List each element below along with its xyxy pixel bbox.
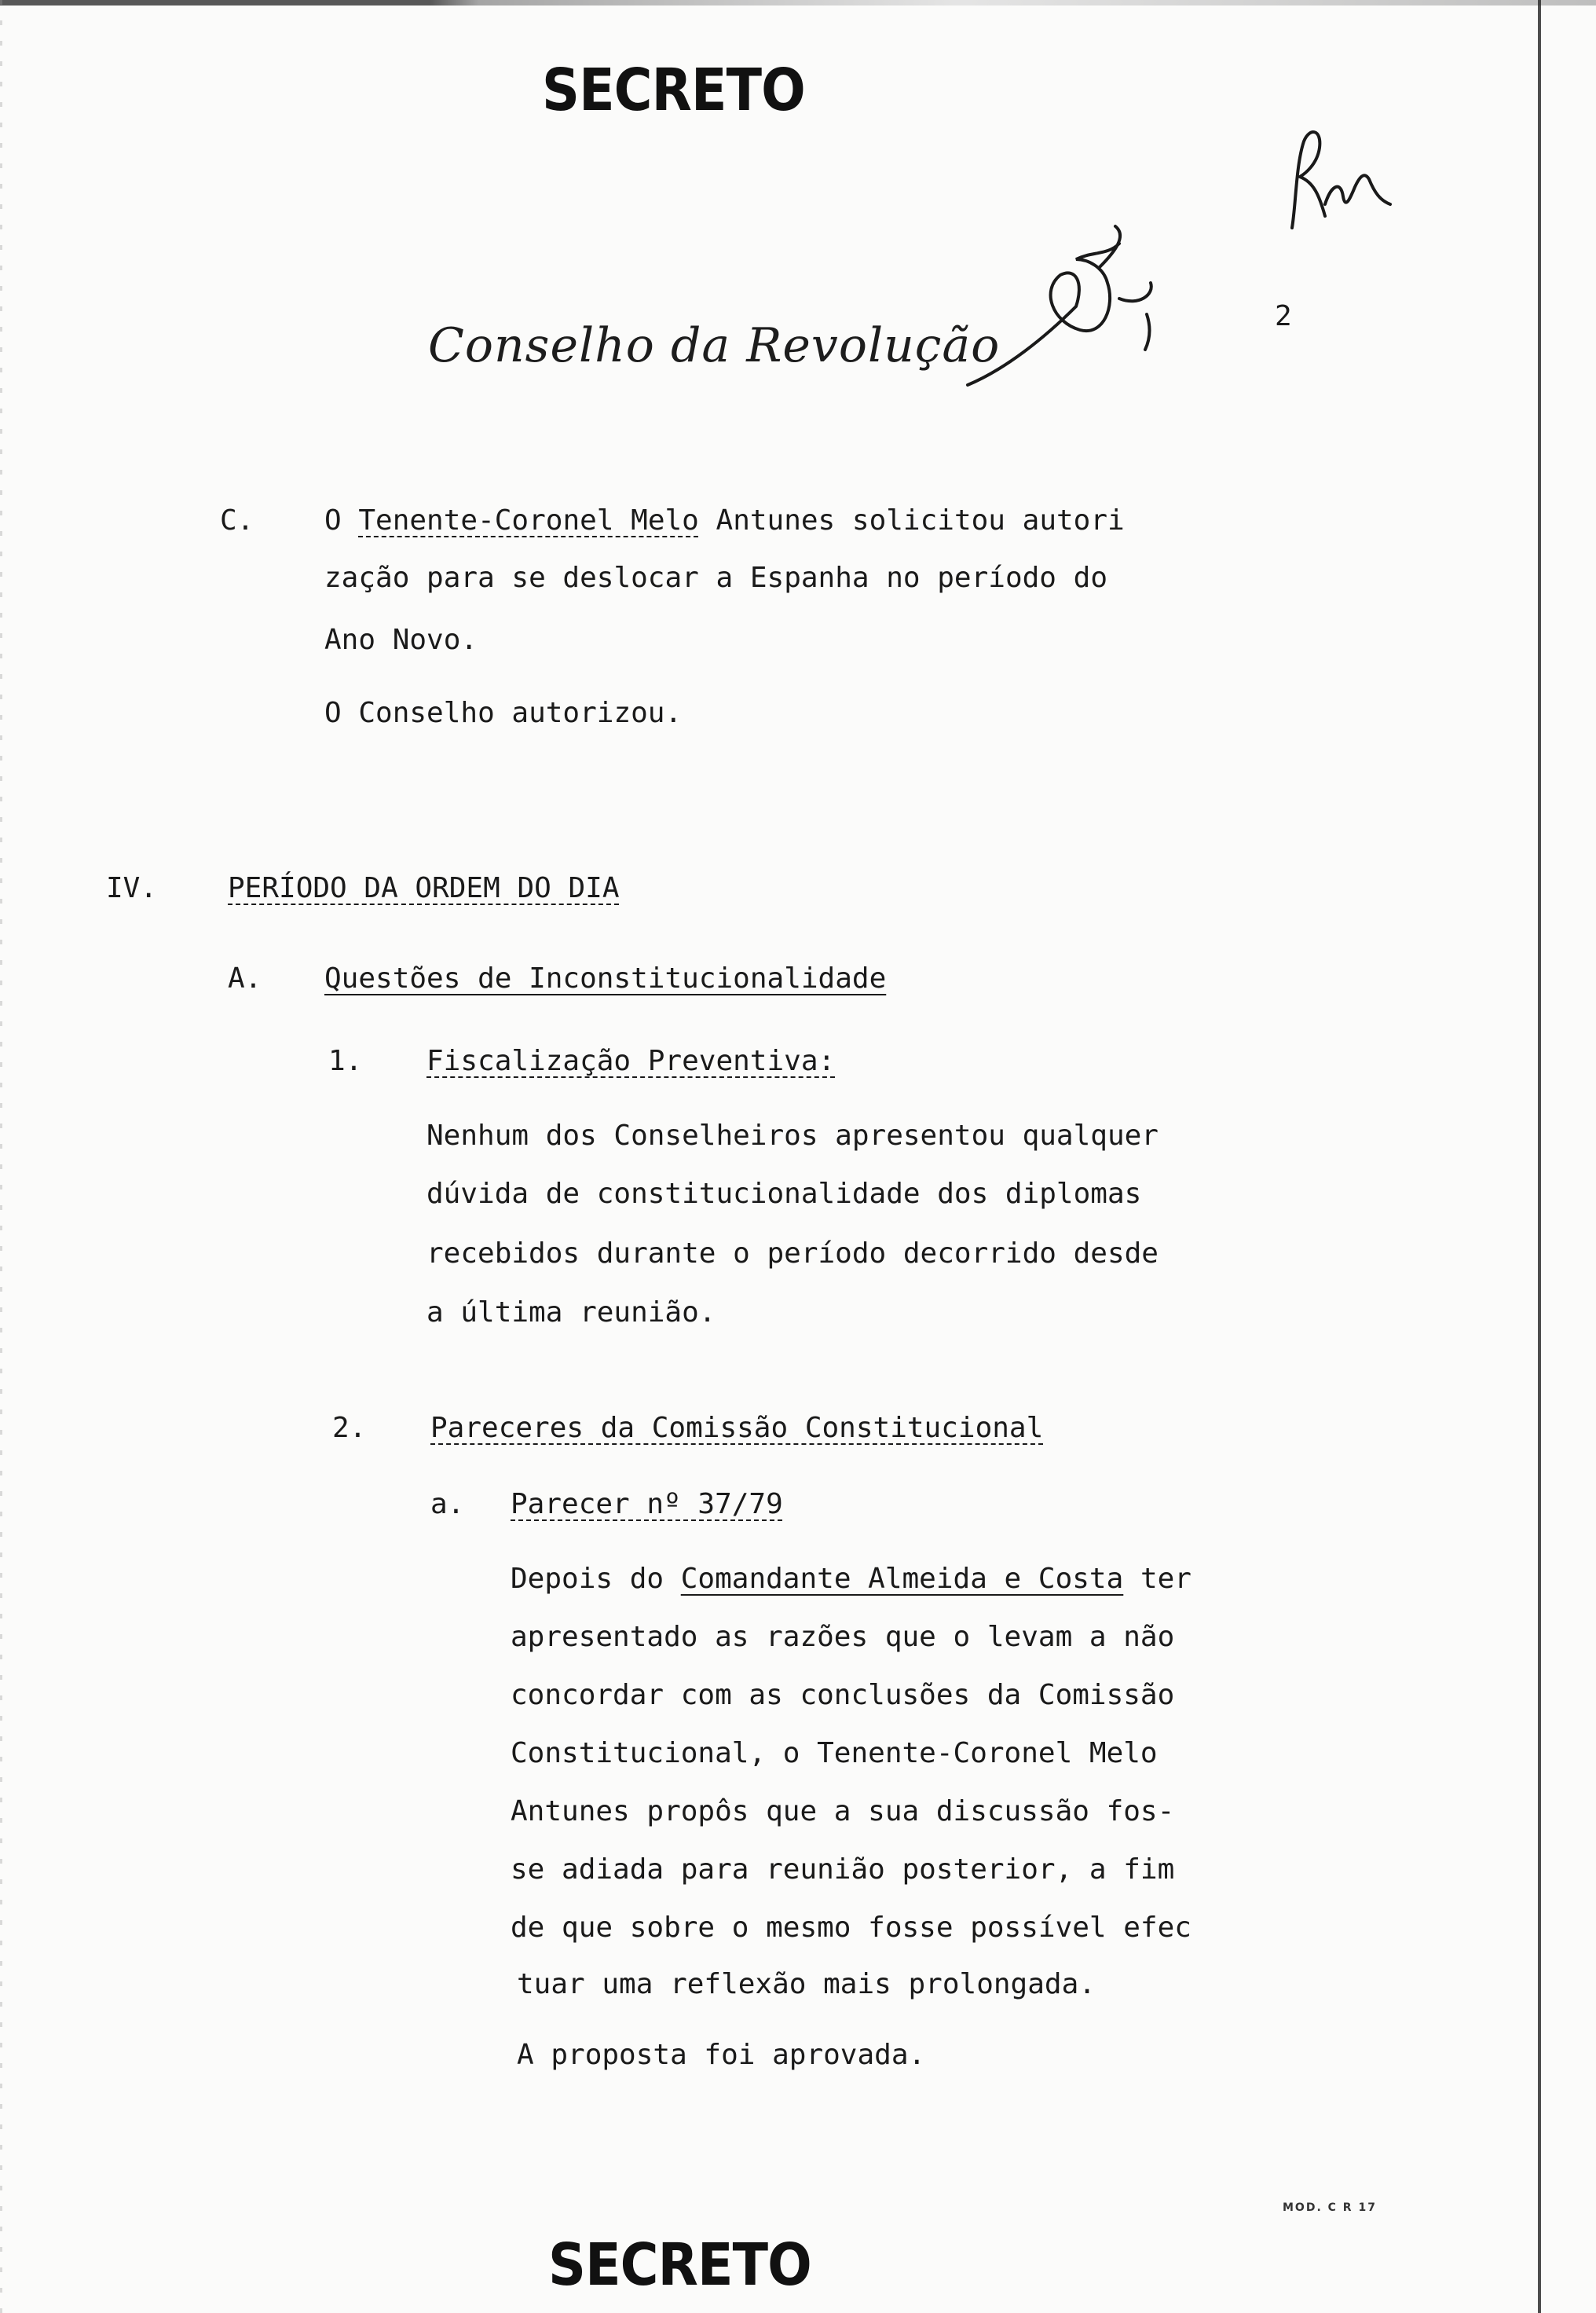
person-name-almeida-costa: Comandante Almeida e Costa [680, 1563, 1124, 1595]
classification-stamp-top: SECRETO [542, 57, 805, 124]
left-edge-marks [0, 0, 2, 2313]
item-2-heading: Pareceres da Comissão Constitucional [430, 1412, 1044, 1444]
item-2a-line-7: de que sobre o mesmo fosse possível efec [511, 1912, 1192, 1944]
item-2a-line-1: Depois do Comandante Almeida e Costa ter [511, 1563, 1192, 1595]
right-edge-rule [1538, 0, 1541, 2313]
section-iv-heading: PERÍODO DA ORDEM DO DIA [228, 872, 620, 904]
item-2a-line-5: Antunes propôs que a sua discussão fos- [511, 1795, 1175, 1827]
item-2a-line-2: apresentado as razões que o levam a não [511, 1621, 1175, 1653]
item-2-marker: 2. [332, 1412, 367, 1444]
item-1-heading: Fiscalização Preventiva: [426, 1045, 836, 1077]
item-2a-decision: A proposta foi aprovada. [517, 2039, 926, 2071]
item-1-line-4: a última reunião. [426, 1296, 716, 1329]
form-code: MOD. C R 17 [1283, 2201, 1377, 2214]
item-2a-marker: a. [430, 1488, 465, 1520]
page-number: 2 [1275, 300, 1292, 332]
handwritten-initials [1276, 118, 1402, 236]
section-iv-marker: IV. [106, 872, 158, 904]
item-1-marker: 1. [328, 1045, 363, 1077]
item-2a-heading: Parecer nº 37/79 [511, 1488, 783, 1520]
item-1-line-2: dúvida de constitucionalidade dos diplomas [426, 1178, 1142, 1210]
section-a-heading: Questões de Inconstitucionalidade [324, 962, 887, 995]
item-2a-line-4: Constitucional, o Tenente-Coronel Melo [511, 1737, 1158, 1769]
item-1-line-1: Nenhum dos Conselheiros apresentou qualquer [426, 1120, 1159, 1152]
item-1-line-3: recebidos durante o período decorrido desde [426, 1237, 1159, 1270]
section-c-line-1: O Tenente-Coronel Melo Antunes solicitou autori [324, 504, 1125, 537]
section-c-decision: O Conselho autorizou. [324, 697, 683, 729]
section-c-marker: C. [220, 504, 254, 537]
person-name-melo: Tenente-Coronel Melo [358, 504, 699, 537]
section-a-marker: A. [228, 962, 262, 995]
section-c-line-3: Ano Novo. [324, 624, 478, 656]
item-2a-line-6: se adiada para reunião posterior, a fim [511, 1853, 1175, 1886]
item-2a-line-3: concordar com as conclusões da Comissão [511, 1679, 1175, 1711]
letterhead: Conselho da Revolução [428, 318, 1001, 373]
handwritten-signature [958, 220, 1194, 401]
section-c-line-2: zação para se deslocar a Espanha no período do [324, 562, 1107, 594]
top-edge-rule [0, 0, 1596, 5]
item-2a-line-8: tuar uma reflexão mais prolongada. [517, 1968, 1096, 2000]
classification-stamp-bottom: SECRETO [548, 2231, 811, 2299]
